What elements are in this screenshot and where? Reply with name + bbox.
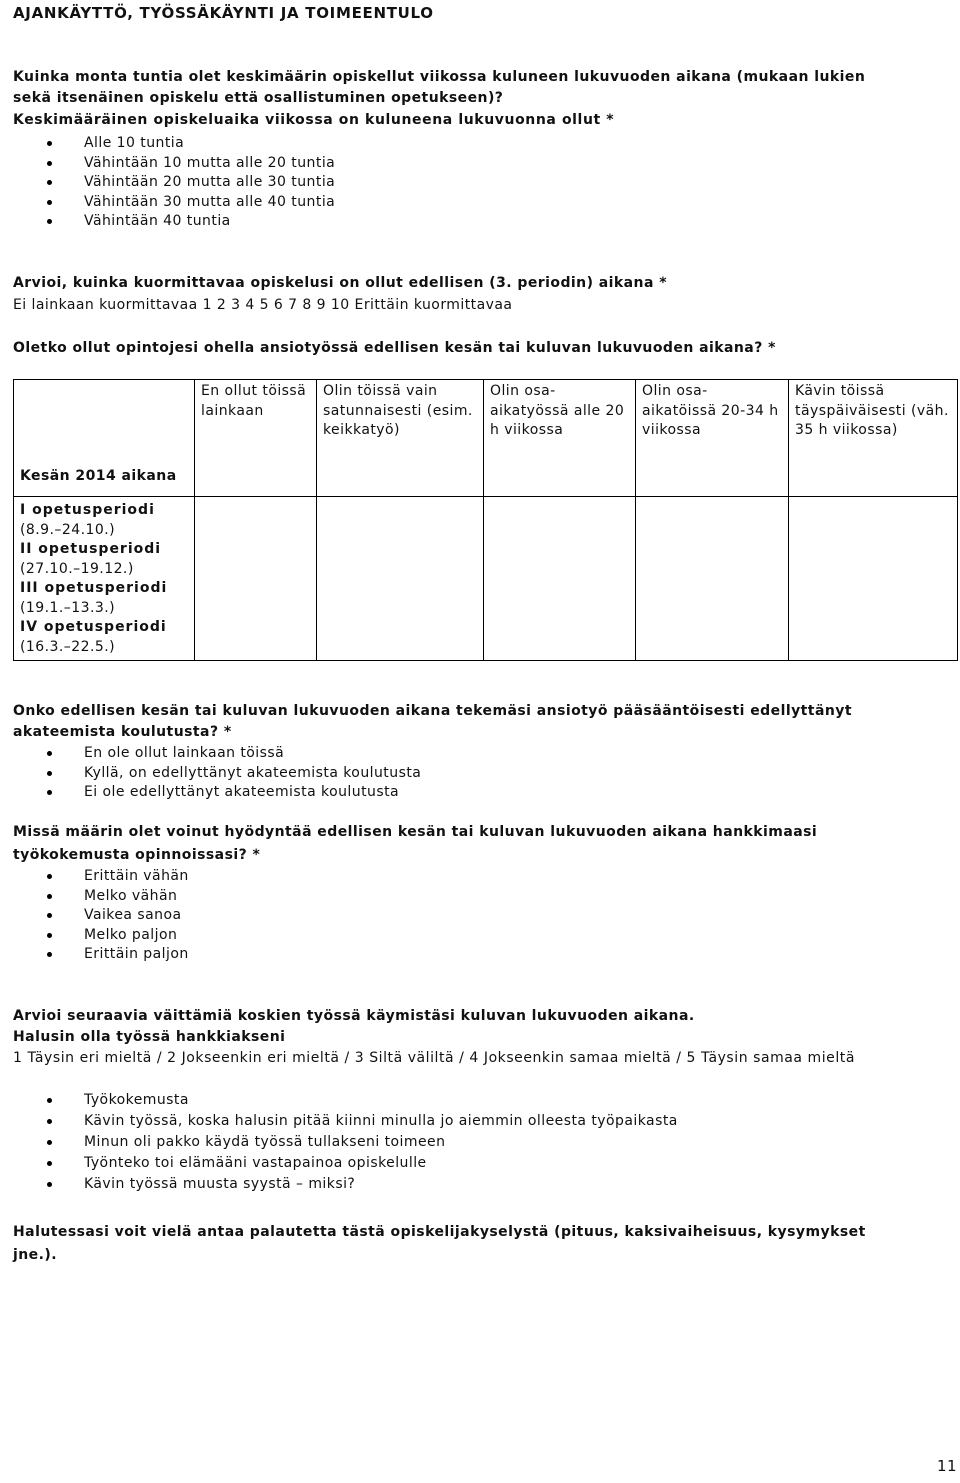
q1-option[interactable]: [0, 193, 335, 213]
answer-cell[interactable]: [317, 497, 484, 661]
q6-option[interactable]: [0, 1090, 678, 1111]
q7-line1: Halutessasi voit vielä antaa palautetta tästä opiskelijakyselystä (pituus, kaksivaiheisuus, kysymykset: [13, 1224, 866, 1240]
option-label: Kyllä, on edellyttänyt akateemista koulutusta: [84, 764, 422, 781]
option-label: En ole ollut lainkaan töissä: [84, 745, 285, 761]
page-number: 11: [937, 1457, 957, 1475]
employment-table: [13, 379, 958, 661]
bullet-icon: [47, 1140, 52, 1145]
q1-option[interactable]: [0, 173, 335, 193]
q4-option[interactable]: [0, 783, 421, 803]
q2-scale: Ei lainkaan kuormittavaa 1 2 3 4 5 6 7 8 9 10 Erittäin kuormittavaa: [13, 297, 513, 313]
bullet-icon: [47, 161, 52, 166]
bullet-icon: [47, 771, 52, 776]
q5-option[interactable]: [0, 945, 189, 965]
q6-title: Arvioi seuraavia väittämiä koskien työssä käymistäsi kuluvan lukuvuoden aikana.: [13, 1008, 695, 1024]
option-label: Erittäin vähän: [84, 868, 189, 884]
bullet-icon: [47, 894, 52, 899]
bullet-icon: [47, 913, 52, 918]
q1-line2: sekä itsenäinen opiskelu että osallistuminen opetukseen)?: [13, 90, 504, 106]
period-name: IV opetusperiodi: [20, 619, 167, 635]
q1-option[interactable]: [0, 154, 335, 174]
answer-cell[interactable]: [636, 497, 789, 661]
option-label: Minun oli pakko käydä työssä tullakseni toimeen: [84, 1134, 446, 1150]
q6-option[interactable]: [0, 1111, 678, 1132]
bullet-icon: [47, 219, 52, 224]
option-label: Työnteko toi elämääni vastapainoa opiskelulle: [84, 1155, 427, 1171]
option-label: Melko paljon: [84, 926, 178, 943]
bullet-icon: [47, 200, 52, 205]
column-header: En ollut töissä lainkaan: [195, 380, 317, 497]
option-label: Vähintään 10 mutta alle 20 tuntia: [84, 154, 336, 171]
q4-option-list: [0, 744, 421, 803]
q4-option[interactable]: [0, 764, 421, 784]
period-dates: (27.10.–19.12.): [20, 560, 134, 577]
option-label: Vähintään 40 tuntia: [84, 213, 231, 229]
q5-line1: Missä määrin olet voinut hyödyntää edellisen kesän tai kuluvan lukuvuoden aikana hankkimaasi: [13, 824, 818, 840]
period-dates: (19.1.–13.3.): [20, 599, 116, 616]
q6-option[interactable]: [0, 1132, 678, 1153]
bullet-icon: [47, 952, 52, 957]
bullet-icon: [47, 180, 52, 185]
q6-subtitle: Halusin olla työssä hankkiakseni: [13, 1029, 286, 1045]
option-label: Vähintään 30 mutta alle 40 tuntia: [84, 193, 336, 210]
period-name: III opetusperiodi: [20, 580, 168, 596]
q5-option[interactable]: [0, 867, 189, 887]
section-title: AJANKÄYTTÖ, TYÖSSÄKÄYNTI JA TOIMEENTULO: [13, 4, 434, 22]
period-list: [14, 497, 195, 661]
option-label: Vaikea sanoa: [84, 907, 182, 923]
q5-option[interactable]: [0, 887, 189, 907]
bullet-icon: [47, 1119, 52, 1124]
q6-option[interactable]: [0, 1153, 678, 1174]
table-row: [14, 497, 958, 661]
bullet-icon: [47, 1161, 52, 1166]
q5-option[interactable]: [0, 926, 189, 946]
bullet-icon: [47, 141, 52, 146]
option-label: Vähintään 20 mutta alle 30 tuntia: [84, 174, 336, 190]
period-name: I opetusperiodi: [20, 502, 155, 518]
q3-title: Oletko ollut opintojesi ohella ansiotyössä edellisen kesän tai kuluvan lukuvuoden aikana? *: [13, 340, 776, 356]
period-dates: (8.9.–24.10.): [20, 521, 116, 538]
answer-cell[interactable]: [484, 497, 636, 661]
bullet-icon: [47, 751, 52, 756]
option-label: Melko vähän: [84, 887, 178, 904]
q7-line2: jne.).: [13, 1247, 57, 1263]
q5-option[interactable]: [0, 906, 189, 926]
bullet-icon: [47, 1182, 52, 1187]
q4-line2: akateemista koulutusta? *: [13, 724, 232, 740]
q6-option[interactable]: [0, 1174, 678, 1195]
q4-line1: Onko edellisen kesän tai kuluvan lukuvuoden aikana tekemäsi ansiotyö pääsääntöisesti edellyttänyt: [13, 703, 852, 719]
option-label: Kävin työssä, koska halusin pitää kiinni minulla jo aiemmin olleesta työpaikasta: [84, 1113, 678, 1129]
bullet-icon: [47, 790, 52, 795]
column-header: Kävin töissä täyspäiväisesti (väh. 35 h viikossa): [789, 380, 958, 497]
column-header: Olin osa-aikatyössä alle 20 h viikossa: [484, 380, 636, 497]
q2-title: Arvioi, kuinka kuormittavaa opiskelusi on ollut edellisen (3. periodin) aikana *: [13, 275, 667, 291]
q5-option-list: [0, 867, 189, 965]
option-label: Kävin työssä muusta syystä – miksi?: [84, 1176, 356, 1192]
answer-cell[interactable]: [195, 497, 317, 661]
q6-scale: 1 Täysin eri mieltä / 2 Jokseenkin eri mieltä / 3 Siltä väliltä / 4 Jokseenkin samaa mieltä / 5 Täysin samaa mieltä: [13, 1050, 855, 1066]
option-label: Ei ole edellyttänyt akateemista koulutusta: [84, 784, 400, 800]
bullet-icon: [47, 874, 52, 879]
option-label: Työkokemusta: [84, 1092, 189, 1108]
answer-cell[interactable]: [789, 497, 958, 661]
column-header: Olin töissä vain satunnaisesti (esim. keikkatyö): [317, 380, 484, 497]
period-dates: (16.3.–22.5.): [20, 638, 116, 655]
column-header: Olin osa-aikatöissä 20-34 h viikossa: [636, 380, 789, 497]
q1-option-list: [0, 134, 335, 232]
q4-option[interactable]: [0, 744, 421, 764]
q6-option-list: [0, 1090, 678, 1195]
table-header-row: [14, 380, 958, 497]
q1-option[interactable]: [0, 134, 335, 154]
q1-subtitle: Keskimääräinen opiskeluaika viikossa on kuluneena lukuvuonna ollut *: [13, 112, 615, 128]
q5-line2: työkokemusta opinnoissasi? *: [13, 847, 261, 863]
option-label: Erittäin paljon: [84, 946, 189, 962]
option-label: Alle 10 tuntia: [84, 135, 185, 151]
q1-option[interactable]: [0, 212, 335, 232]
q1-line1: Kuinka monta tuntia olet keskimäärin opiskellut viikossa kuluneen lukuvuoden aikana (mukaan lukien: [13, 69, 866, 85]
table-corner-label: Kesän 2014 aikana: [14, 380, 195, 497]
period-name: II opetusperiodi: [20, 541, 162, 557]
bullet-icon: [47, 933, 52, 938]
bullet-icon: [47, 1098, 52, 1103]
